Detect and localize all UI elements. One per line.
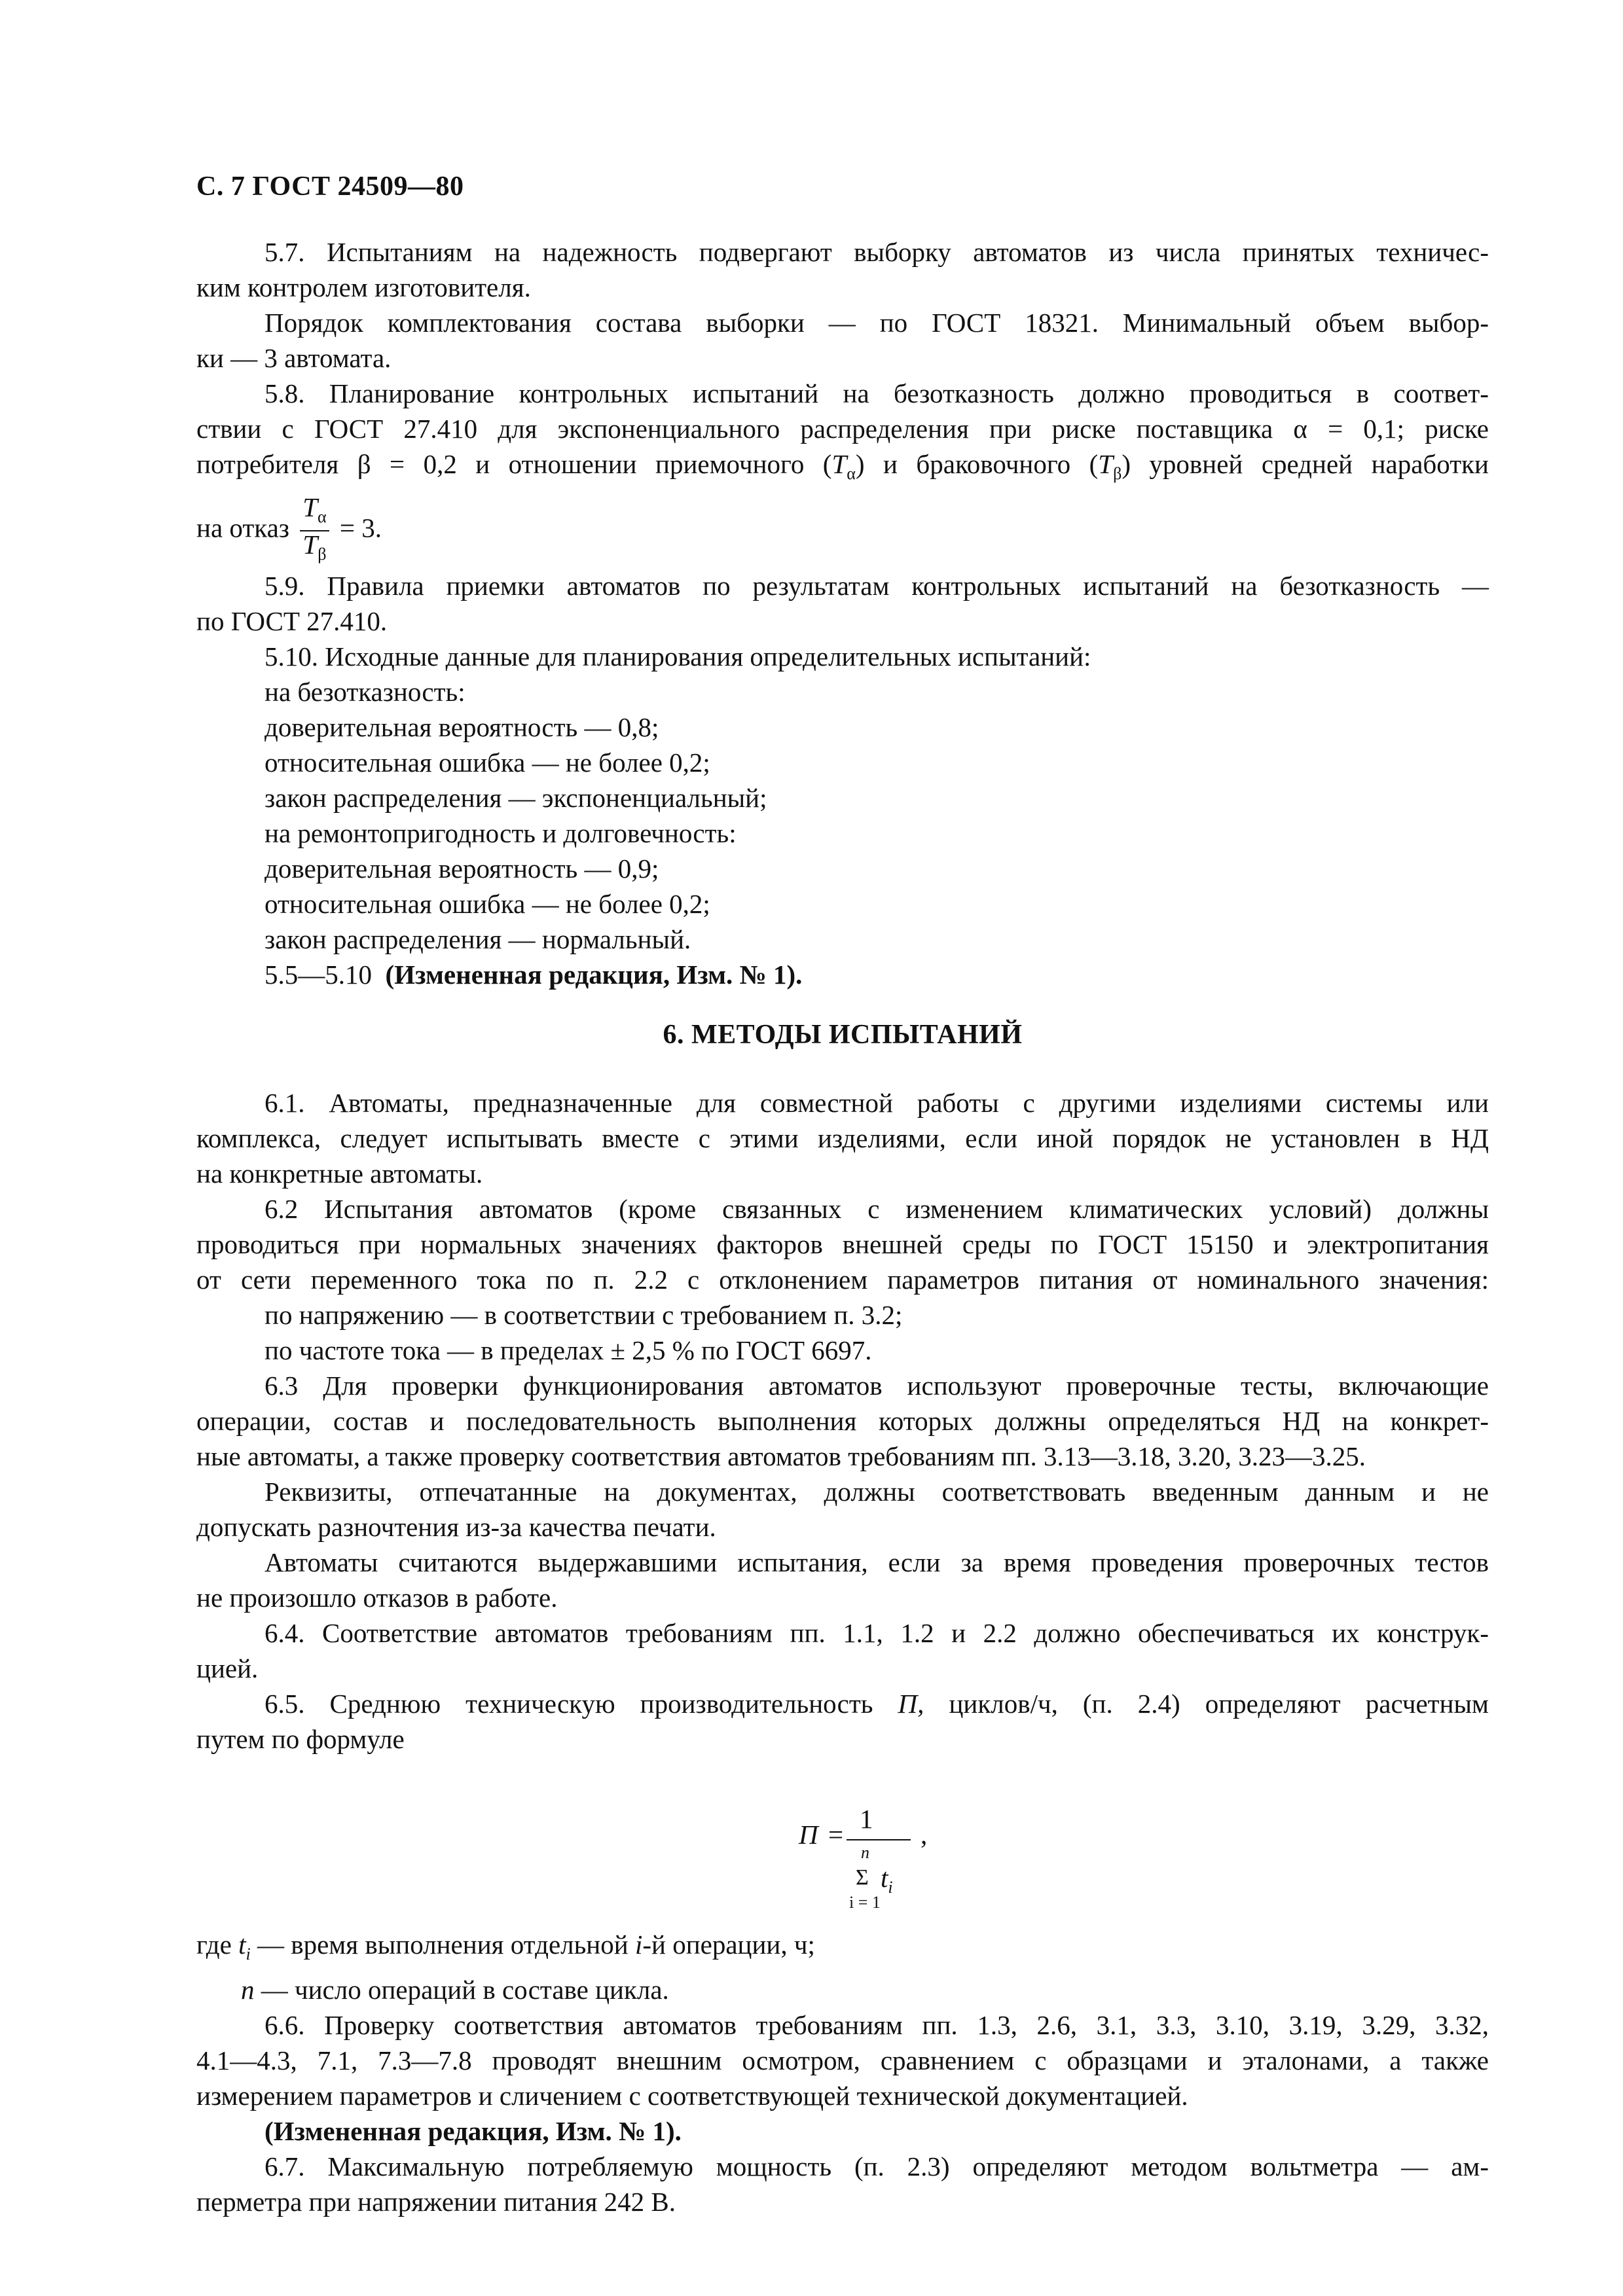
formula-equals: = <box>828 1819 844 1850</box>
para-6-3-line1: 6.3 Для проверки функционирования автоматов используют проверочные тесты, включающие <box>264 1370 1489 1401</box>
where-line1: где $t_i$ — время выполнения отдельной i-й операции, ч; <box>196 1929 815 1964</box>
para-5-10-line: на ремонтопригодность и долговечность: <box>264 817 737 848</box>
para-5-10-line: закон распределения — нормальный. <box>264 924 691 954</box>
section-6-title: 6. МЕТОДЫ ИСПЫТАНИЙ <box>663 1019 1023 1050</box>
where-line2: n — число операций в составе цикла. <box>241 1974 669 2005</box>
para-5-10-line: относительная ошибка — не более 0,2; <box>264 888 710 919</box>
para-5-10-line: закон распределения — экспоненциальный; <box>264 782 767 813</box>
para-6-4-line2: цией. <box>196 1653 259 1683</box>
para-6-5-line1: 6.5. Среднюю техническую производительность П, циклов/ч, (п. 2.4) определяют расчетным <box>264 1688 1489 1719</box>
formula-sigma: Σ <box>856 1865 869 1890</box>
document-body <box>196 234 1489 2219</box>
para-6-6-line2: 4.1—4.3, 7.1, 7.3—7.8 проводят внешним осмотром, сравнением с образцами и эталонами, а также <box>196 2045 1489 2075</box>
formula-numerator: 1 <box>860 1803 873 1834</box>
para-5-10-line: доверительная вероятность — 0,8; <box>264 711 659 742</box>
amendment-note-6-6: (Измененная редакция, Изм. № 1). <box>264 2115 682 2146</box>
formula-sum-lower: i = 1 <box>849 1892 881 1912</box>
productivity-formula <box>196 1757 1489 1927</box>
para-6-3-line2: операции, состав и последовательность выполнения которых должны определяться НД на конкрет- <box>196 1405 1489 1436</box>
para-6-2-line3: от сети переменного тока по п. 2.2 с отклонением параметров питания от номинального значения: <box>196 1264 1489 1295</box>
para-5-7-line2: ким контролем изготовителя. <box>196 272 531 302</box>
formula-ti: $t_i$ <box>881 1862 893 1897</box>
para-6-1-line2: комплекса, следует испытывать вместе с этими изделиями, если иной порядок не установлен в НД <box>196 1122 1489 1153</box>
para-6-3b-line2: допускать разночтения из-за качества печати. <box>196 1511 716 1542</box>
formula-fraction-line <box>847 1839 911 1840</box>
amendment-note-5-5-5-10: 5.5—5.10 (Измененная редакция, Изм. № 1). <box>264 959 803 990</box>
para-5-7b-line2: ки — 3 автомата. <box>196 343 392 373</box>
para-5-10-line: доверительная вероятность — 0,9; <box>264 853 659 884</box>
para-6-7-line1: 6.7. Максимальную потребляемую мощность (п. 2.3) определяют методом вольтметра — ам- <box>264 2151 1489 2181</box>
formula-sum-upper: n <box>861 1842 869 1862</box>
para-5-7-line1: 5.7. Испытаниям на надежность подвергают выборку автоматов из числа принятых техничес- <box>264 237 1489 267</box>
para-5-7b-line1: Порядок комплектования состава выборки — по ГОСТ 18321. Минимальный объем выбор- <box>264 308 1489 338</box>
para-5-8-line4: на отказ $\frac{T_\alpha}{T_\beta}$ = 3. <box>196 494 1489 567</box>
page-header: С. 7 ГОСТ 24509—80 <box>196 171 464 202</box>
para-6-6-line3: измерением параметров и сличением с соответствующей технической документацией. <box>196 2080 1188 2111</box>
para-6-3-line3: ные автоматы, а также проверку соответствия автоматов требованиям пп. 3.13—3.18, 3.20, 3.23—3.25. <box>196 1441 1366 1471</box>
para-6-2-line1: 6.2 Испытания автоматов (кроме связанных с изменением климатических условий) должны <box>264 1193 1489 1224</box>
para-6-7-line2: перметра при напряжении питания 242 В. <box>196 2186 676 2217</box>
para-5-8-line1: 5.8. Планирование контрольных испытаний на безотказность должно проводиться в соответ- <box>264 378 1489 408</box>
para-6-2-line5: по частоте тока — в пределах ± 2,5 % по ГОСТ 6697. <box>264 1335 872 1365</box>
para-6-2-line4: по напряжению — в соответствии с требованием п. 3.2; <box>264 1299 903 1330</box>
para-6-3b-line1: Реквизиты, отпечатанные на документах, должны соответствовать введенным данным и не <box>264 1476 1489 1507</box>
para-6-2-line2: проводиться при нормальных значениях факторов внешней среды по ГОСТ 15150 и электропитания <box>196 1229 1489 1259</box>
para-5-10-line: на безотказность: <box>264 676 465 707</box>
para-6-1-line3: на конкретные автоматы. <box>196 1158 483 1189</box>
para-6-1-line1: 6.1. Автоматы, предназначенные для совместной работы с другими изделиями системы или <box>264 1087 1489 1118</box>
para-6-3c-line1: Автоматы считаются выдержавшими испытания, если за время проведения проверочных тестов <box>264 1547 1489 1577</box>
para-6-6-line1: 6.6. Проверку соответствия автоматов требованиям пп. 1.3, 2.6, 3.1, 3.3, 3.10, 3.19, 3.29, 3.32, <box>264 2009 1489 2040</box>
ratio-fraction: $\frac{T_\alpha}{T_\beta}$ <box>300 494 329 567</box>
formula-lhs: П <box>799 1819 818 1850</box>
para-6-4-line1: 6.4. Соответствие автоматов требованиям пп. 1.1, 1.2 и 2.2 должно обеспечиваться их конструк- <box>264 1617 1489 1648</box>
para-6-3c-line2: не произошло отказов в работе. <box>196 1582 558 1613</box>
para-5-8-line2: ствии с ГОСТ 27.410 для экспоненциального распределения при риске поставщика α = 0,1; риске <box>196 414 1489 444</box>
formula-comma: , <box>921 1819 928 1850</box>
para-5-10-line: относительная ошибка — не более 0,2; <box>264 747 710 778</box>
para-5-9-line2: по ГОСТ 27.410. <box>196 605 388 636</box>
para-6-5-line2: путем по формуле <box>196 1723 405 1754</box>
para-5-9-line1: 5.9. Правила приемки автоматов по результатам контрольных испытаний на безотказность — <box>264 570 1489 601</box>
para-5-8-line3: потребителя β = 0,2 и отношении приемочного $(T_\alpha)$ и браковочного $(T_\beta)$ уровней средней наработки <box>196 449 1489 484</box>
para-5-10-line: 5.10. Исходные данные для планирования определительных испытаний: <box>264 641 1091 672</box>
